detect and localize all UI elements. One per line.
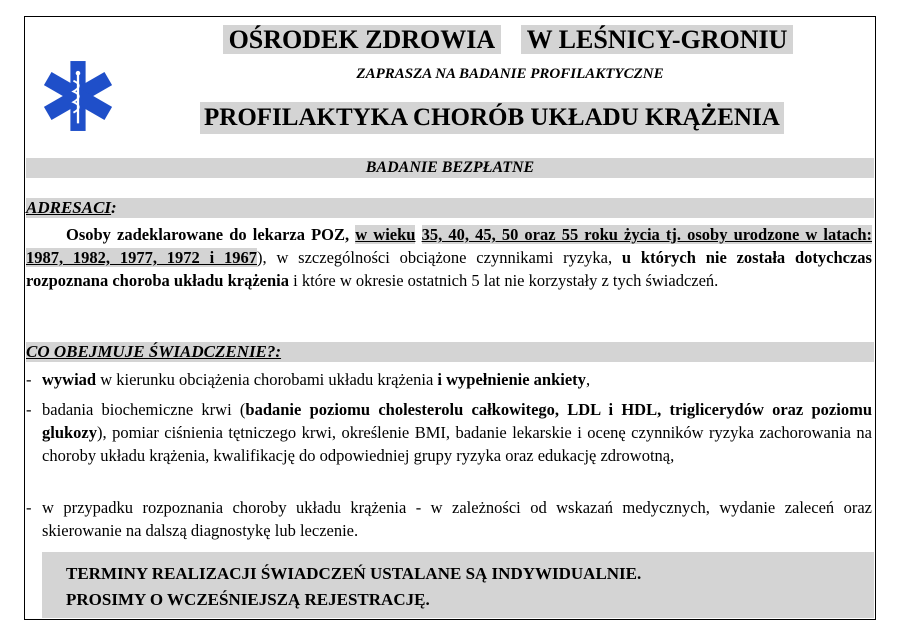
subtitle: ZAPRASZA NA BADANIE PROFILAKTYCZNE: [356, 66, 664, 82]
footer-line2: PROSIMY O WCZEŚNIEJSZĄ REJESTRACJĘ.: [66, 590, 430, 609]
footer-line1: TERMINY REALIZACJI ŚWIADCZEŃ USTALANE SĄ INDYWIDUALNIE.: [66, 564, 642, 583]
scope-item-diagnosis: - w przypadku rozpoznania choroby układu krążenia - w zależności od wskazań medycznych, wydanie zaleceń oraz skierowanie na dalszą diagnostykę lub leczenie.: [26, 498, 872, 540]
free-label: BADANIE BEZPŁATNE: [365, 159, 535, 176]
addressees-heading: ADRESACI:: [26, 198, 117, 217]
title-part2: W LEŚNICY-GRONIU: [521, 25, 794, 54]
scope-heading: CO OBEJMUJE ŚWIADCZENIE?:: [26, 342, 282, 361]
star-of-life-icon: [40, 58, 116, 134]
title-part1: OŚRODEK ZDROWIA: [223, 25, 502, 54]
scope-item-tests: - badania biochemiczne krwi (badanie poziomu cholesterolu całkowitego, LDL i HDL, triglicerydów oraz poziomu glukozy), pomiar ciśnienia tętniczego krwi, określenie BMI, badanie lekarskie i ocenę czynników ryzyka zachorowania na choroby układu krążenia, kwalifikację do odpowiedniej grupy ryzyka oraz edukację zdrowotną,: [26, 400, 872, 465]
addressees-band: [26, 198, 874, 218]
program-title: PROFILAKTYKA CHORÓB UKŁADU KRĄŻENIA: [200, 102, 784, 134]
center-title: [0, 24, 900, 56]
scope-item-interview: - wywiad w kierunku obciążenia chorobami układu krążenia i wypełnienie ankiety,: [26, 370, 591, 389]
addressees-paragraph: Osoby zadeklarowane do lekarza POZ, w wieku 35, 40, 45, 50 oraz 55 roku życia tj. osoby urodzone w latach: 1987, 1982, 1977, 1972 i 1967), w szczególności obciążone czynnikami ryzyka, u których nie została dotychczas rozpoznana choroba układu krążenia i które w okresie ostatnich 5 lat nie korzystały z tych świadczeń.: [26, 225, 873, 290]
